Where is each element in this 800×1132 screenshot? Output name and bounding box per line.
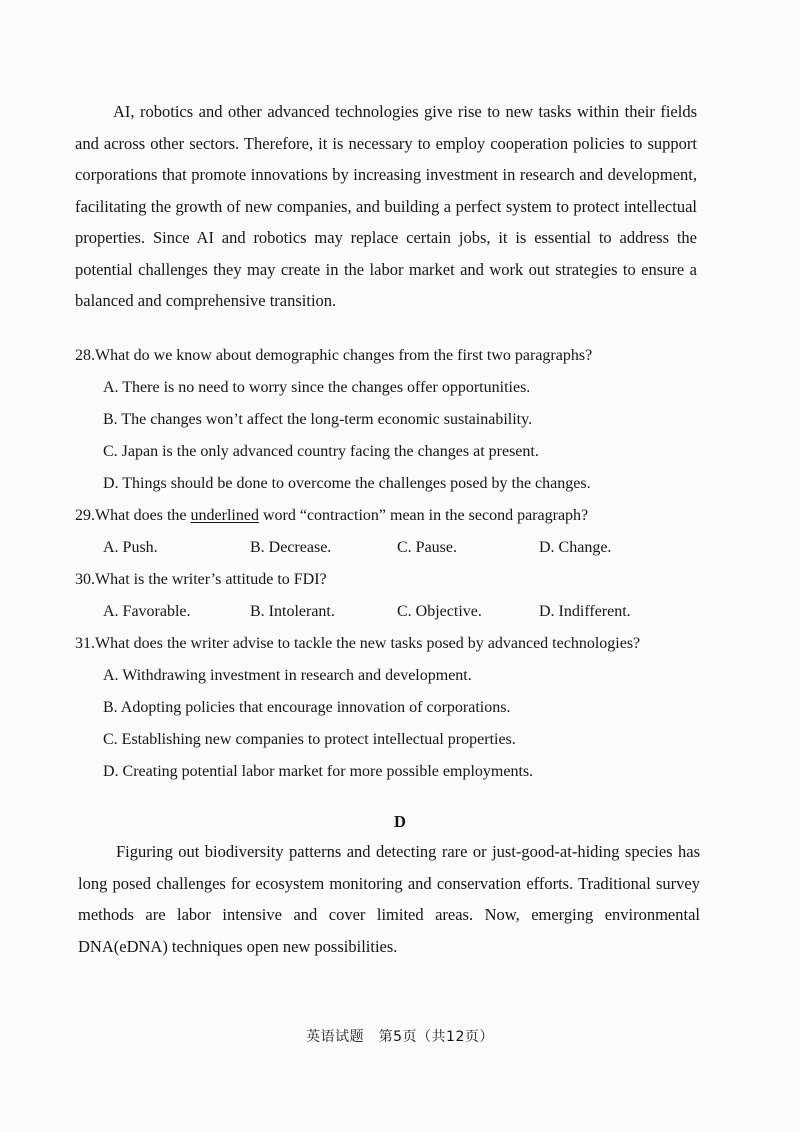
option-a: A. Withdrawing investment in research and development.: [103, 667, 472, 684]
stem-after: word “contraction” mean in the second paragraph?: [258, 507, 589, 524]
option-d: D. Indifferent.: [539, 603, 631, 620]
option-b: B. Intolerant.: [250, 603, 335, 620]
option-d: D. Creating potential labor market for more possible employments.: [103, 763, 534, 780]
option-c: C. Japan is the only advanced country facing the changes at present.: [103, 443, 539, 460]
option-b: B. Adopting policies that encourage innovation of corporations.: [103, 699, 511, 716]
passage-c: [75, 96, 697, 317]
option-row: [75, 596, 715, 628]
question-stem: 31.What does the writer advise to tackle the new tasks posed by advanced technologies?: [75, 635, 641, 652]
passage-d-paragraph: Figuring out biodiversity patterns and detecting rare or just-good-at-hiding species has long posed challenges for ecosystem monitoring and conservation efforts. Traditional survey methods are labor intensive and cover limited areas. Now, emerging environmental DNA(eDNA) techniques open new possibilities.: [78, 842, 700, 956]
option-d: D. Things should be done to overcome the challenges posed by the changes.: [103, 475, 591, 492]
option-c: C. Pause.: [397, 539, 457, 556]
passage-d: [78, 836, 700, 962]
option-d: D. Change.: [539, 539, 612, 556]
question-30: [75, 564, 715, 628]
question-stem: 28.What do we know about demographic changes from the first two paragraphs?: [75, 347, 593, 364]
option-b: B. The changes won’t affect the long-term economic sustainability.: [103, 411, 533, 428]
option-row: [75, 532, 715, 564]
question-28: [75, 340, 715, 500]
option-c: C. Objective.: [397, 603, 482, 620]
section-d-title: D: [394, 812, 406, 831]
page-footer: 英语试题 第5页（共12页）: [306, 1029, 494, 1045]
option-a: A. Push.: [103, 539, 158, 556]
passage-c-paragraph: AI, robotics and other advanced technologies give rise to new tasks within their fields and across other sectors. Therefore, it is necessary to employ cooperation policies to support corporations that promote innovations by increasing investment in research and development, facilitating the growth of new companies, and building a perfect system to protect intellectual properties. Since AI and robotics may replace certain jobs, it is essential to address the potential challenges they may create in the labor market and work out strategies to ensure a balanced and comprehensive transition.: [75, 102, 697, 310]
stem-before: 29.What does the: [75, 507, 191, 524]
question-list: [75, 340, 715, 788]
option-a: A. There is no need to worry since the changes offer opportunities.: [103, 379, 531, 396]
question-stem: 30.What is the writer’s attitude to FDI?: [75, 571, 327, 588]
question-stem: [75, 500, 715, 532]
question-31: [75, 628, 715, 788]
stem-underlined-word: underlined: [190, 507, 259, 524]
option-a: A. Favorable.: [103, 603, 191, 620]
option-c: C. Establishing new companies to protect intellectual properties.: [103, 731, 516, 748]
option-b: B. Decrease.: [250, 539, 332, 556]
question-29: [75, 500, 715, 564]
